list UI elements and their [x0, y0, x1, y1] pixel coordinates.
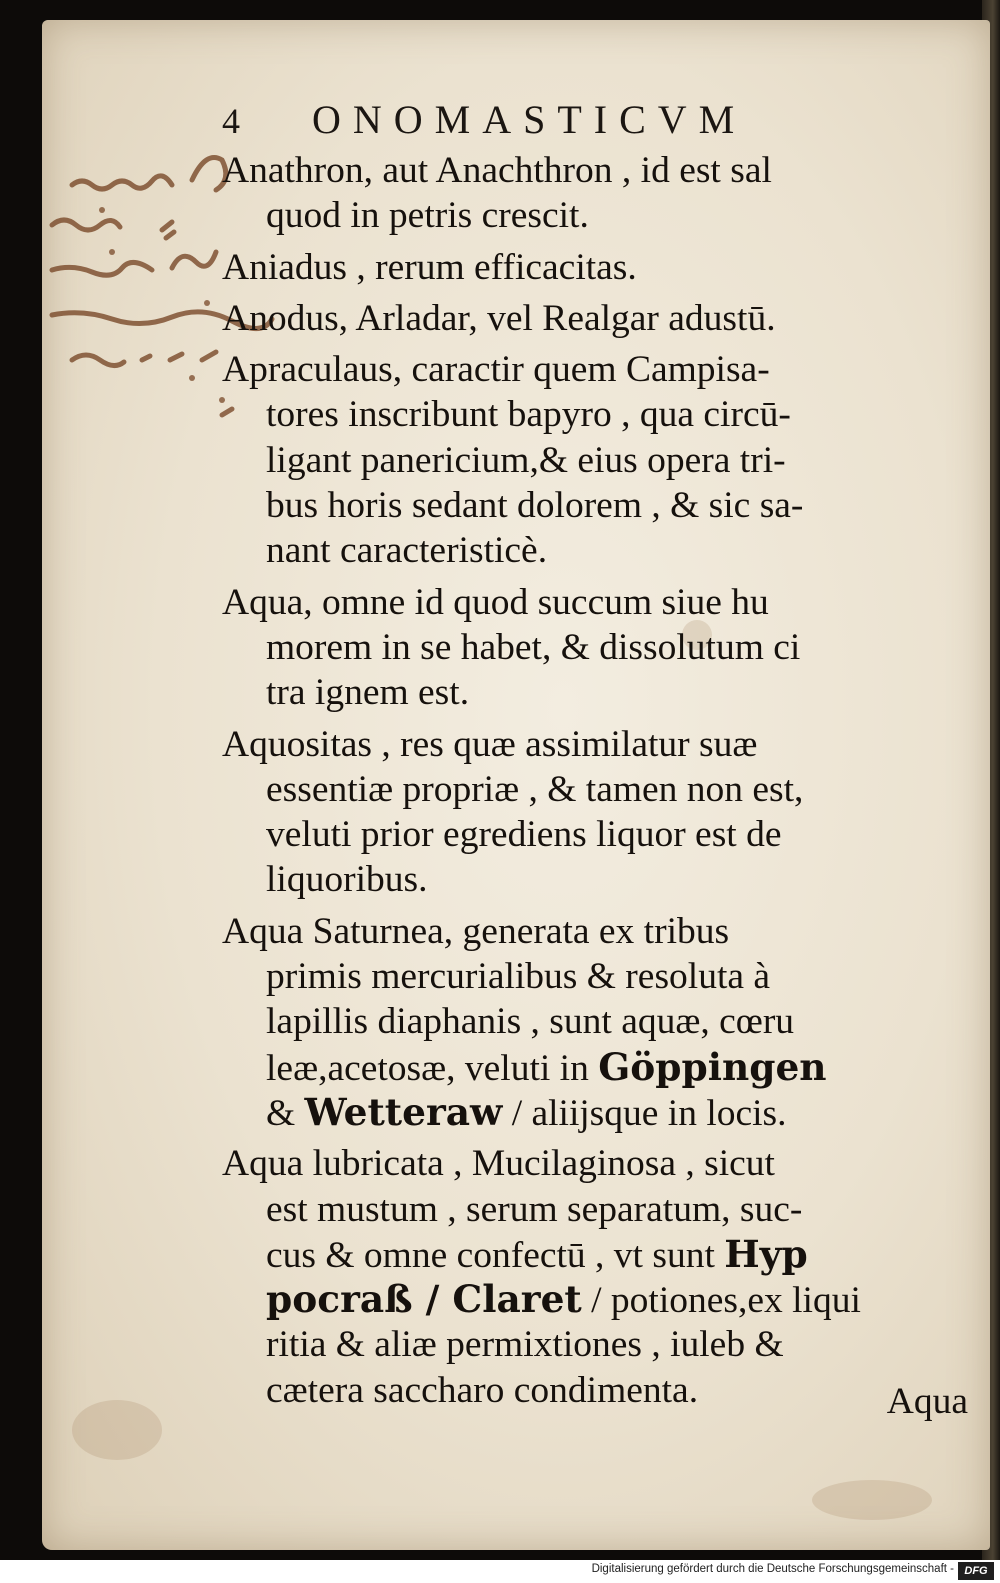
entry-spacer: [222, 1413, 922, 1419]
blackletter-word: Hyp: [724, 1231, 808, 1276]
lexicon-entry: [222, 580, 922, 716]
entry-continuation-line: [222, 1090, 922, 1135]
dfg-logo: DFG: [958, 1562, 994, 1580]
line-text: tra ignem est.: [266, 672, 470, 714]
line-text-tail: / potiones,ex liqui: [581, 1280, 861, 1322]
entry-headline: [222, 245, 922, 290]
lexicon-entry: [222, 296, 922, 341]
entry-continuation-line: [222, 999, 922, 1044]
line-text: lapillis diaphanis , sunt aquæ, cœru: [266, 1001, 795, 1043]
entry-continuation-line: [222, 857, 922, 902]
entry-continuation-line: [222, 438, 922, 483]
page-stain: [812, 1480, 932, 1520]
page-header: [222, 96, 922, 146]
entry-continuation-line: [222, 528, 922, 573]
line-text: nant caracteristicè.: [266, 530, 548, 572]
line-text: liquoribus.: [266, 859, 428, 901]
line-text: bus horis sedant dolorem , & sic sa-: [266, 485, 804, 527]
catchword: Aqua: [886, 1381, 968, 1422]
entry-continuation-line: [222, 1187, 922, 1232]
line-text: est mustum , serum separatum, suc-: [266, 1188, 803, 1230]
page-stain: [72, 1400, 162, 1460]
line-text: cætera saccharo condimenta.: [266, 1369, 699, 1411]
entry-continuation-line: [222, 392, 922, 437]
entry-continuation-line: [222, 1232, 922, 1277]
running-head: ONOMASTICVM: [312, 97, 747, 142]
blackletter-word: Wetteraw: [304, 1089, 503, 1134]
line-text: &: [266, 1092, 305, 1134]
line-text: essentiæ propriæ , & tamen non est,: [266, 768, 804, 810]
line-text: Anathron, aut Anachthron , id est sal: [222, 150, 772, 191]
line-text: veluti prior egrediens liquor est de: [266, 814, 782, 856]
line-text: quod in petris crescit.: [266, 195, 589, 237]
lexicon-entry: [222, 1141, 922, 1413]
page-number: 4: [222, 101, 240, 141]
digitization-footer: [0, 1560, 1000, 1583]
lexicon-entry: [222, 347, 922, 573]
entry-continuation-line: [222, 1277, 922, 1322]
line-text: ligant panericium,& eius opera tri-: [266, 439, 786, 481]
line-text: tores inscribunt bapyro , qua circū-: [266, 394, 791, 436]
line-text: Aquositas , res quæ assimilatur suæ: [222, 723, 758, 765]
entry-continuation-line: [222, 483, 922, 528]
line-text-tail: / aliĳsque in locis.: [502, 1092, 787, 1134]
line-text: cus & omne confectū , vt sunt: [266, 1234, 725, 1276]
entry-headline: [222, 148, 922, 193]
line-text: Anodus, Arladar, vel Realgar adustū.: [222, 297, 776, 339]
entry-continuation-line: [222, 767, 922, 812]
entry-continuation-line: [222, 625, 922, 670]
blackletter-word: pocraß / Claret: [266, 1277, 582, 1322]
entry-continuation-line: [222, 1368, 922, 1413]
lexicon-entry: [222, 148, 922, 239]
line-text: Aqua, omne id quod succum siue hu: [222, 581, 769, 623]
entry-continuation-line: [222, 670, 922, 715]
entry-headline: [222, 580, 922, 625]
entry-headline: [222, 909, 922, 954]
line-text: Apraculaus, caractir quem Campisa-: [222, 349, 770, 391]
entry-continuation-line: [222, 954, 922, 999]
lexicon-entries: [222, 148, 922, 1419]
line-text: Aqua Saturnea, generata ex tribus: [222, 910, 730, 952]
line-text: primis mercurialibus & resoluta à: [266, 956, 771, 998]
entry-continuation-line: [222, 1322, 922, 1367]
lexicon-entry: [222, 909, 922, 1135]
entry-continuation-line: [222, 193, 922, 238]
footer-credit: Digitalisierung gefördert durch die Deutsche Forschungsgemeinschaft -: [591, 1563, 954, 1575]
entry-headline: [222, 1141, 922, 1186]
entry-headline: [222, 722, 922, 767]
entry-continuation-line: [222, 812, 922, 857]
blackletter-word: Göppingen: [598, 1044, 827, 1089]
line-text: Aqua lubricata , Mucilaginosa , sicut: [222, 1143, 775, 1185]
line-text: leæ,acetosæ, veluti in: [266, 1047, 599, 1089]
lexicon-entry: [222, 245, 922, 290]
entry-headline: [222, 296, 922, 341]
entry-headline: [222, 347, 922, 392]
line-text: ritia & aliæ permixtiones , iuleb &: [266, 1324, 784, 1366]
lexicon-entry: [222, 722, 922, 903]
line-text: Aniadus , rerum efficacitas.: [222, 246, 637, 288]
line-text: morem in se habet, & dissolutum ci: [266, 626, 801, 668]
entry-continuation-line: [222, 1045, 922, 1090]
